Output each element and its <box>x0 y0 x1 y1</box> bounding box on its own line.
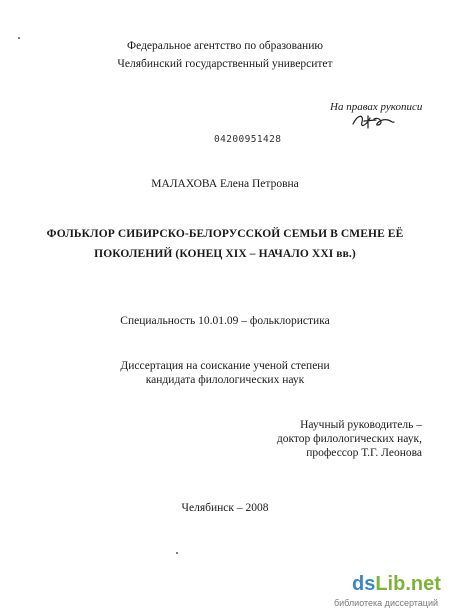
scan-speck <box>176 552 178 554</box>
dissertation-line-2: кандидата филологических наук <box>145 374 305 386</box>
watermark-logo <box>352 573 441 596</box>
supervisor-line-2: доктор филологических наук, <box>276 433 422 445</box>
agency-name: Федеральное агентство по образованию <box>127 40 323 52</box>
signature-icon <box>350 110 396 132</box>
author-name: МАЛАХОВА Елена Петровна <box>151 178 299 190</box>
watermark-logo-suffix: Lib.net <box>375 573 441 595</box>
scan-speck <box>18 37 20 39</box>
specialty: Специальность 10.01.09 – фольклористика <box>120 315 330 327</box>
university-name: Челябинский государственный университет <box>117 58 333 70</box>
city-year: Челябинск – 2008 <box>181 502 269 514</box>
title-line-2: ПОКОЛЕНИЙ (КОНЕЦ XIX – НАЧАЛО XXI вв.) <box>94 248 356 260</box>
manuscript-rights: На правах рукописи <box>330 101 423 113</box>
supervisor-line-1: Научный руководитель – <box>300 419 422 431</box>
watermark-logo-prefix: ds <box>352 573 376 595</box>
document-code: 04200951428 <box>214 134 282 145</box>
watermark-subtitle: библиотека диссертаций <box>334 598 439 608</box>
title-line-1: ФОЛЬКЛОР СИБИРСКО-БЕЛОРУССКОЙ СЕМЬИ В СМЕНЕ ЕЁ <box>46 228 404 240</box>
dissertation-line-1: Диссертация на соискание ученой степени <box>120 360 330 372</box>
supervisor-line-3: профессор Т.Г. Леонова <box>306 447 422 459</box>
